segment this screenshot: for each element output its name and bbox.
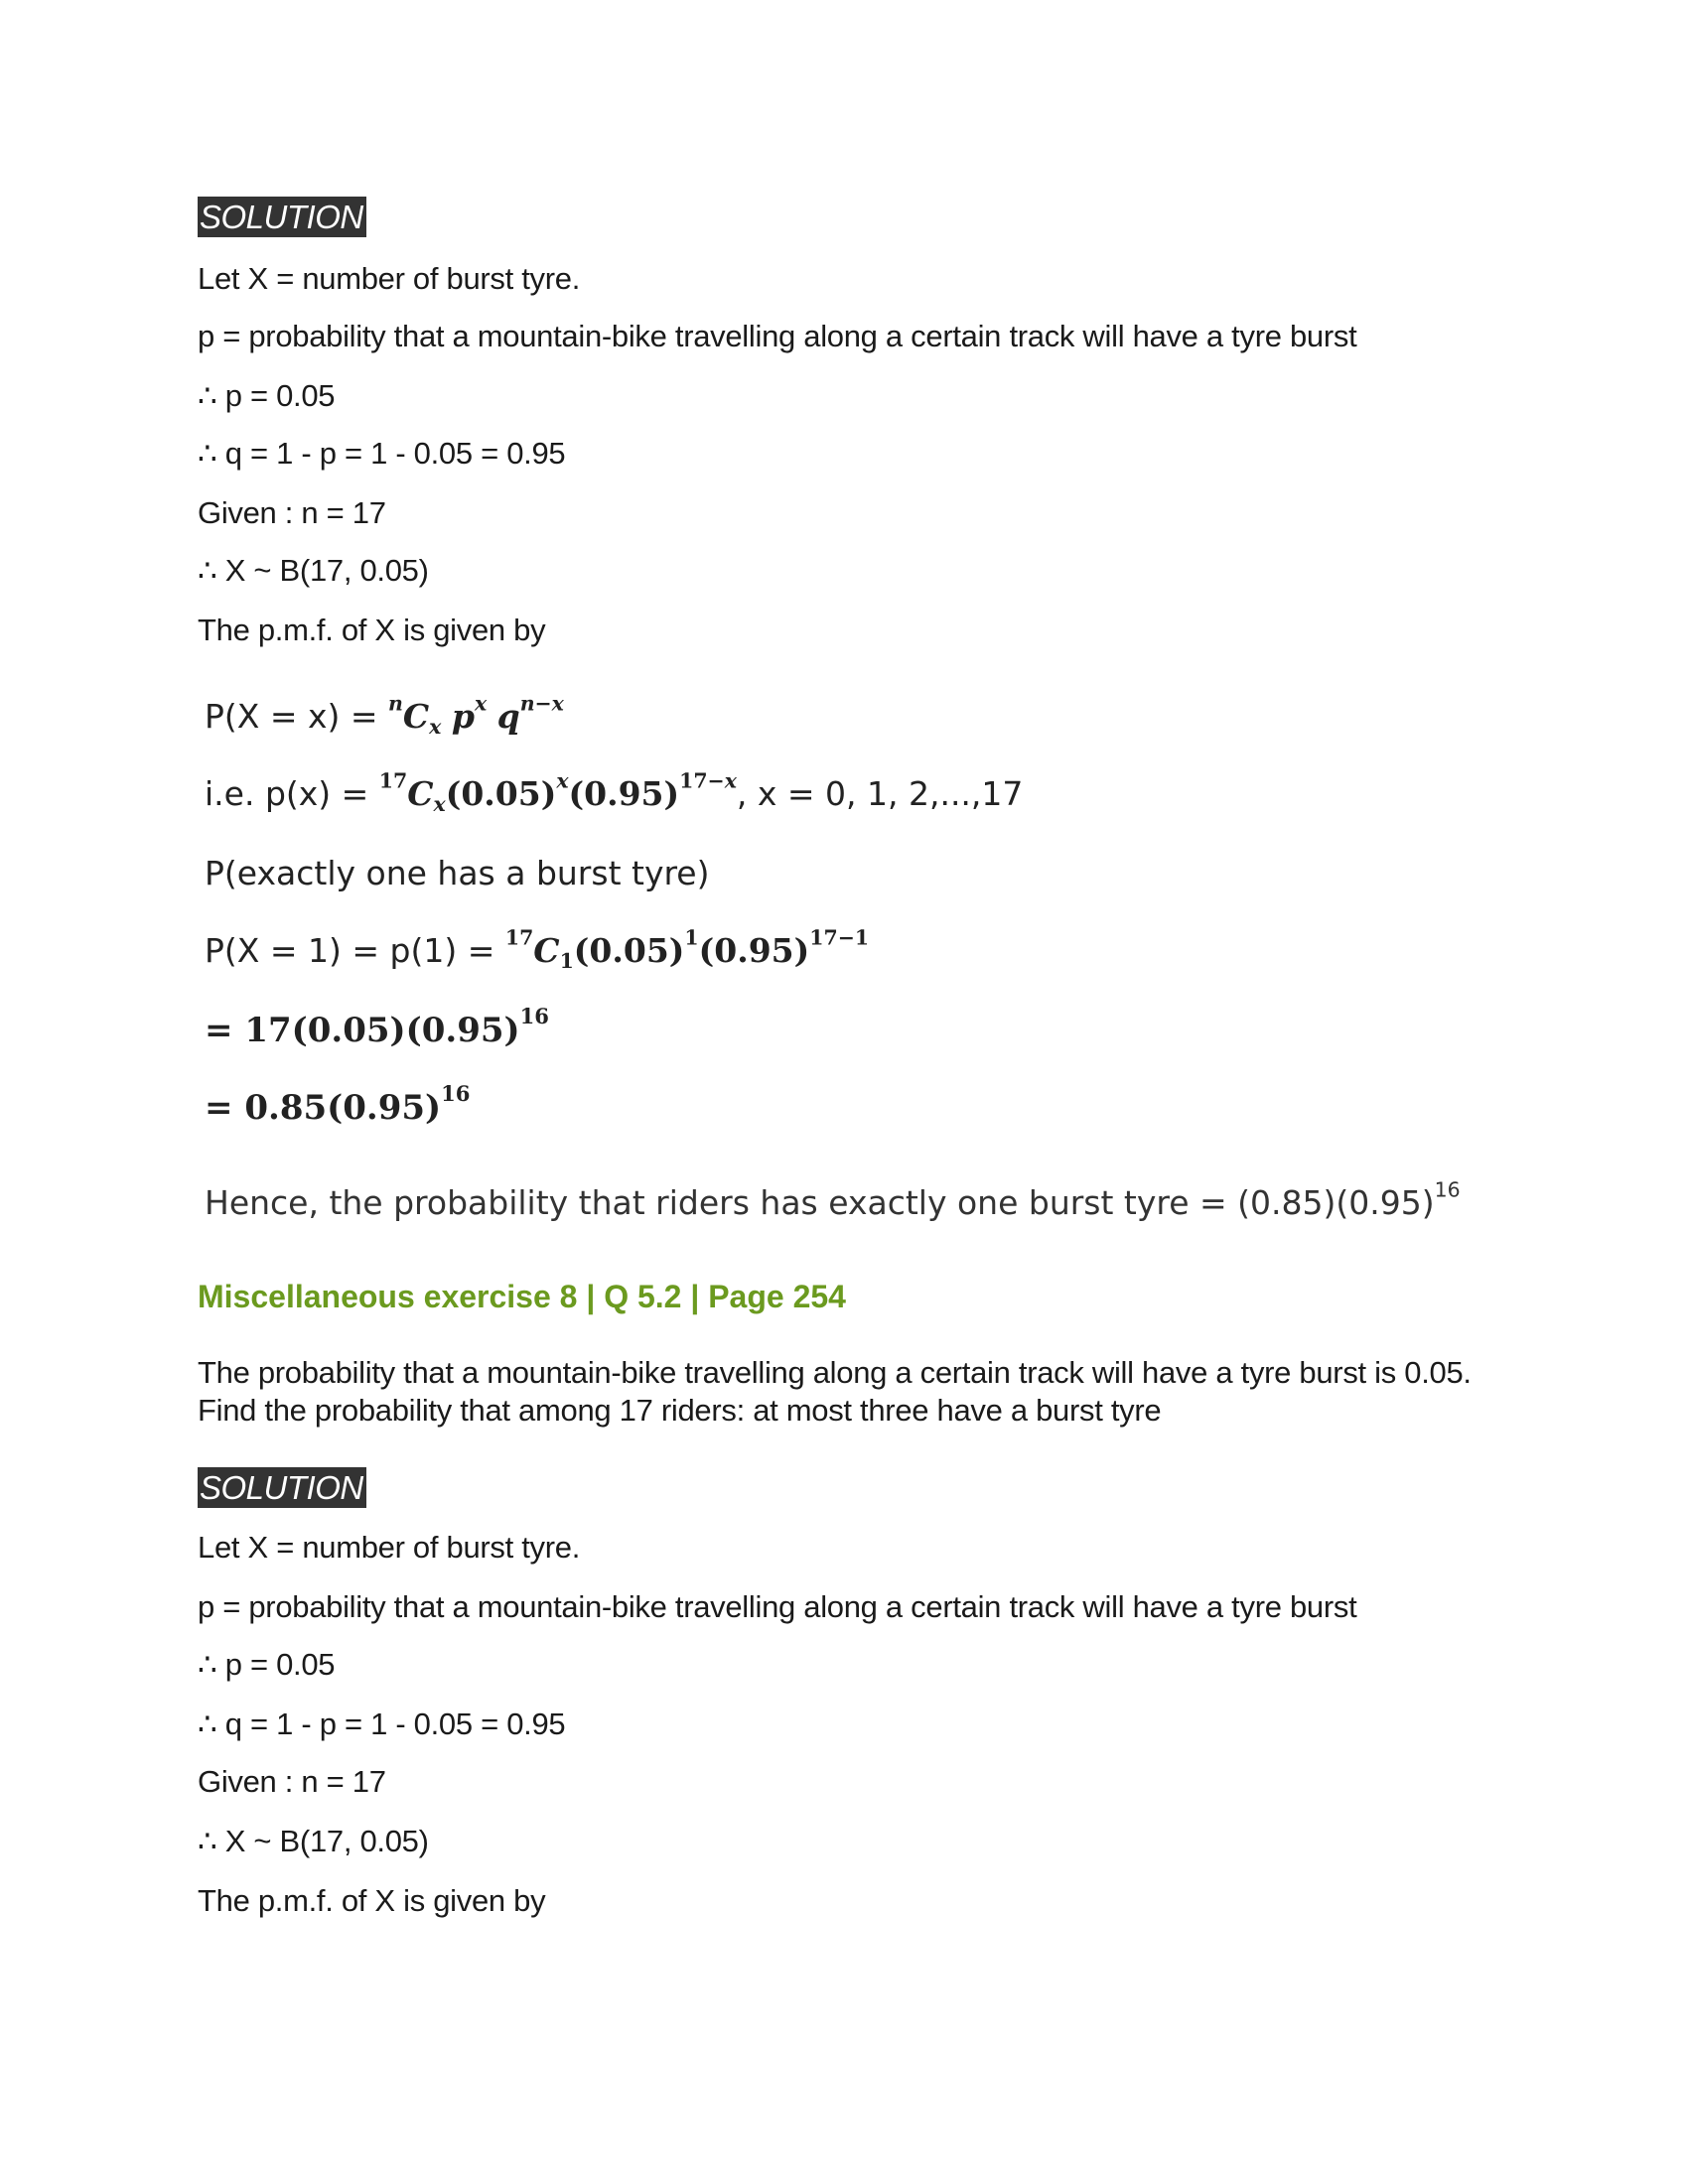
pmf-formula-specific: i.e. $p(x) = ^{17}C_x(0.05)^x(0.95)^{17-x}$, x = 0, 1, 2,...,17 (205, 768, 1024, 817)
pmf-lhs: P(X = x) = (205, 697, 389, 736)
solution-badge: SOLUTION (198, 1467, 366, 1508)
p1-formula: $P(X = 1) = p(1) = ^{17}C_1(0.05)^1(0.95)^{17-1}$ (205, 925, 870, 974)
conclusion-main: Hence, the probability that riders has exactly one burst tyre = (0.85)(0.95) (205, 1183, 1435, 1222)
text-line: Given : n = 17 (198, 495, 386, 530)
pmf2-tail: , x = 0, 1, 2,...,17 (736, 774, 1024, 813)
text-line: Given : n = 17 (198, 1764, 386, 1799)
pmf-formula: $P(X = x) = ^nC_x$ $p^x$ $q^{n-x}$ (205, 691, 564, 740)
pmf2-lhs: i.e. p(x) = (205, 774, 379, 813)
conclusion-text (205, 1177, 1461, 1225)
p1-lhs: P(X = 1) = p(1) = (205, 931, 505, 970)
text-line: Let X = number of burst tyre. (198, 1530, 581, 1565)
event-text: P(exactly one has a burst tyre) (205, 854, 710, 892)
text-line: ∴ p = 0.05 (198, 378, 336, 413)
text-line: ∴ q = 1 - p = 1 - 0.05 = 0.95 (198, 436, 566, 471)
text-line: The p.m.f. of X is given by (198, 1883, 546, 1918)
step1-exponent: 16 (519, 1004, 549, 1029)
text-line: ∴ p = 0.05 (198, 1647, 336, 1682)
solution-badge: SOLUTION (198, 197, 366, 237)
text-line: Let X = number of burst tyre. (198, 261, 581, 296)
text-line: ∴ X ~ B(17, 0.05) (198, 553, 429, 588)
text-line: ∴ q = 1 - p = 1 - 0.05 = 0.95 (198, 1706, 566, 1741)
text-line: p = probability that a mountain-bike travelling along a certain track will have a tyre burst (198, 319, 1357, 353)
exercise-heading: Miscellaneous exercise 8 | Q 5.2 | Page 254 (198, 1279, 846, 1314)
step1-text: = 17(0.05)(0.95) (205, 1011, 520, 1050)
step2-text: = 0.85(0.95) (205, 1088, 442, 1128)
step2-equation (205, 1081, 471, 1130)
question-text: The probability that a mountain-bike travelling along a certain track will have a tyre burst is 0.05. Find the probability that among 17 riders: at most three have a burst tyre (198, 1355, 1472, 1428)
text-line: The p.m.f. of X is given by (198, 613, 546, 647)
text-line: p = probability that a mountain-bike travelling along a certain track will have a tyre burst (198, 1589, 1357, 1624)
text-line: ∴ X ~ B(17, 0.05) (198, 1824, 429, 1858)
step1-equation (205, 1004, 549, 1052)
conclusion-exponent: 16 (1434, 1177, 1461, 1202)
step2-exponent: 16 (441, 1081, 471, 1107)
